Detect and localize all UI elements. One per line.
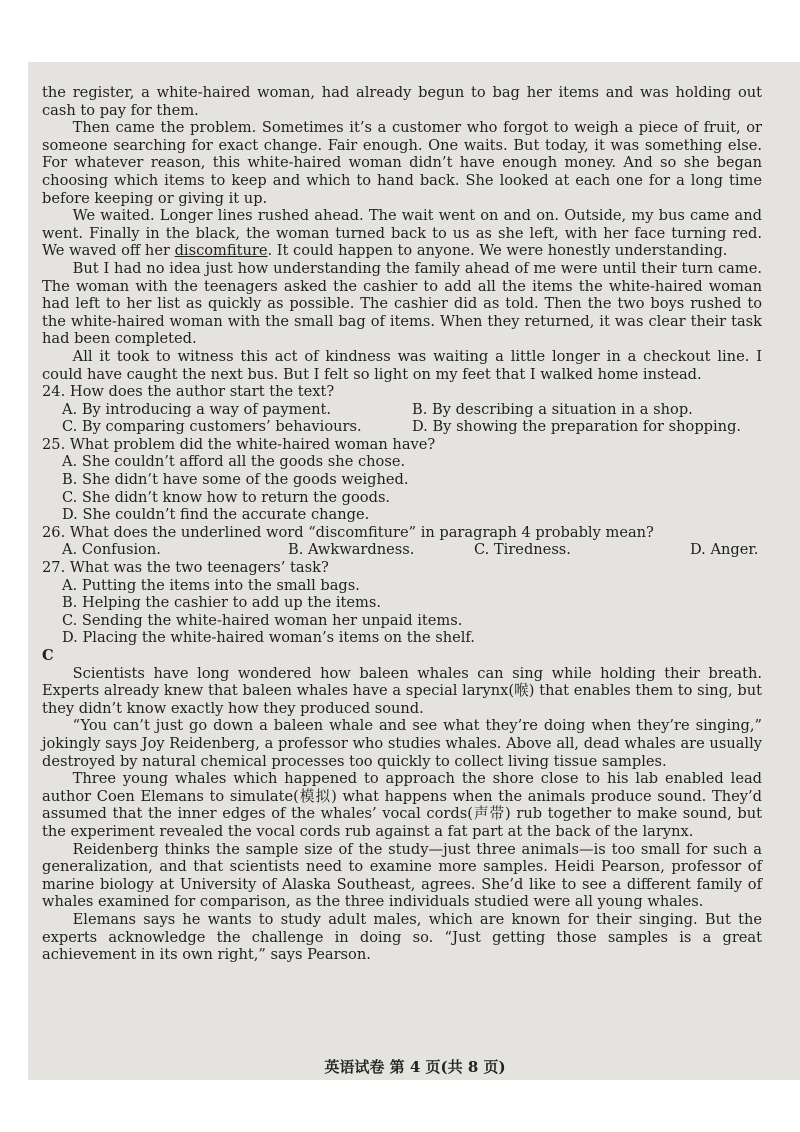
question-24 <box>42 383 762 436</box>
question-stem: 24. How does the author start the text? <box>42 383 335 401</box>
question-options <box>42 577 762 647</box>
option-c: C. Sending the white-haired woman her unpaid items. <box>62 611 463 629</box>
passage-c-paragraph: “You can’t just go down a baleen whale and see what they’re doing when they’re singing,” jokingly says Joy Reidenberg, a professor who studies whales. Above all, dead whales are usually destroyed by natural chemical processes too quickly to collect living tissue samples. <box>42 717 762 770</box>
option-c: C. By comparing customers’ behaviours. <box>62 418 362 436</box>
paragraph-text: We waited. Longer lines rushed ahead. The wait went on and on. Outside, my bus came and went. Finally in the black, the woman turned back to us as she left, with her face turning red. We waved off her <box>42 207 762 260</box>
passage-b-paragraph: the register, a white-haired woman, had already begun to bag her items and was holding out cash to pay for them. <box>42 84 762 119</box>
option-a: A. By introducing a way of payment. <box>62 400 331 418</box>
page-footer: 英语试卷 第 4 页(共 8 页) <box>324 1058 506 1076</box>
option-d: D. Placing the white-haired woman’s items on the shelf. <box>62 629 475 647</box>
option-b: B. She didn’t have some of the goods weighed. <box>62 471 409 489</box>
question-25 <box>42 436 762 524</box>
passage-b-paragraph: All it took to witness this act of kindness was waiting a little longer in a checkout line. I could have caught the next bus. But I felt so light on my feet that I walked home instead. <box>42 347 762 383</box>
option-d: D. She couldn’t find the accurate change. <box>62 506 370 524</box>
option-b: B. Awkwardness. <box>288 541 415 559</box>
passage-c-paragraph: Three young whales which happened to approach the shore close to his lab enabled lead author Coen Elemans to simulate(模拟) what happens when the animals produce sound. They’d assumed that the inner edges of the whales’ vocal cords(声带) rub together to make sound, but the experiment revealed the vocal cords rub against a fat part at the back of the larynx. <box>42 770 762 840</box>
passage-b-paragraph <box>42 207 762 260</box>
passage-b-paragraph: But I had no idea just how understanding the family ahead of me were until their turn came. The woman with the teenagers asked the cashier to add all the items the white-haired woman had left to her list as quickly as possible. The cashier did as told. Then the two boys rushed to the white-haired woman with the small bag of items. When they returned, it was clear their task had been completed. <box>42 259 762 348</box>
question-stem: 25. What problem did the white-haired woman have? <box>42 435 436 453</box>
question-options <box>42 541 762 559</box>
option-c: C. She didn’t know how to return the goods. <box>62 488 391 506</box>
option-b: B. By describing a situation in a shop. <box>412 400 693 418</box>
question-26 <box>42 524 762 559</box>
passage-c-paragraph: Reidenberg thinks the sample size of the study—just three animals—is too small for such a generalization, and that scientists need to examine more samples. Heidi Pearson, professor of marine biology at University of Alaska Southeast, agrees. She’d like to see a different family of whales examined for comparison, as the three individuals studied were all young whales. <box>42 840 762 911</box>
exam-page <box>28 62 800 1080</box>
paragraph-text: . It could happen to anyone. We were honestly understanding. <box>267 242 728 260</box>
question-stem: 26. What does the underlined word “discomfiture” in paragraph 4 probably mean? <box>42 523 654 541</box>
option-d: D. Anger. <box>690 541 759 559</box>
passage-b-paragraph: Then came the problem. Sometimes it’s a customer who forgot to weigh a piece of fruit, or someone searching for exact change. Fair enough. One waits. But today, it was something else. For whatever reason, this white-haired woman didn’t have enough money. And so she began choosing which items to keep and which to hand back. She looked at each one for a long time before keeping or giving it up. <box>42 119 762 207</box>
passage-c-paragraph: Elemans says he wants to study adult males, which are known for their singing. But the experts acknowledge the challenge in doing so. “Just getting those samples is a great achievement in its own right,” says Pearson. <box>42 910 762 964</box>
option-a: A. She couldn’t afford all the goods she chose. <box>62 453 406 471</box>
option-b: B. Helping the cashier to add up the items. <box>62 594 382 612</box>
passage-c-paragraph: Scientists have long wondered how baleen whales can sing while holding their breath. Experts already knew that baleen whales have a special larynx(喉) that enables them to sing, but they didn’t know exactly how they produced sound. <box>42 664 762 717</box>
question-options <box>42 453 762 523</box>
option-c: C. Tiredness. <box>474 541 571 559</box>
question-options <box>42 401 762 436</box>
option-a: A. Putting the items into the small bags. <box>62 576 360 594</box>
question-27 <box>42 559 762 647</box>
section-heading: C <box>42 647 54 664</box>
underlined-word: discomfiture <box>174 242 268 260</box>
page-content <box>42 84 762 964</box>
option-d: D. By showing the preparation for shopping. <box>412 418 742 436</box>
option-a: A. Confusion. <box>62 541 161 559</box>
question-stem: 27. What was the two teenagers’ task? <box>42 559 329 577</box>
